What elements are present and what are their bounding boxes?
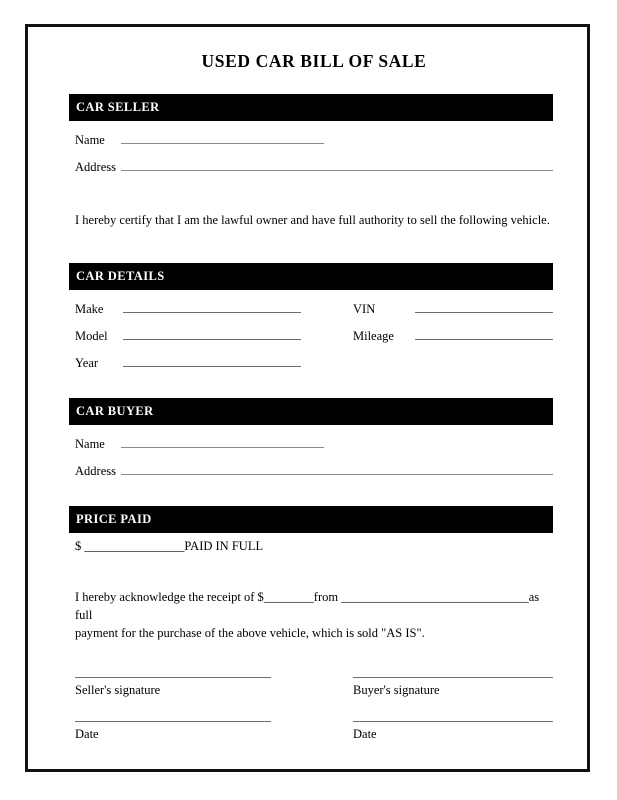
seller-name-row [69, 130, 553, 148]
buyer-address-label: Address [75, 464, 116, 479]
date-row [69, 721, 553, 765]
buyer-date-label: Date [353, 726, 377, 741]
document-body [69, 51, 553, 765]
vin-row [347, 299, 553, 317]
buyer-name-label: Name [75, 437, 105, 452]
signature-row [69, 677, 553, 721]
buyer-signature-label: Buyer's signature [353, 682, 440, 697]
seller-signature-label: Seller's signature [75, 682, 161, 697]
seller-date-field[interactable] [75, 721, 271, 742]
buyer-fields [69, 434, 553, 479]
seller-address-row [69, 157, 553, 175]
section-header-car-details: CAR DETAILS [69, 263, 553, 290]
section-header-car-buyer: CAR BUYER [69, 398, 553, 425]
buyer-address-input[interactable] [121, 461, 553, 475]
buyer-signature-field[interactable] [353, 677, 553, 698]
buyer-date-field[interactable] [353, 721, 553, 742]
seller-name-input[interactable] [121, 130, 324, 144]
buyer-address-row [69, 461, 553, 479]
seller-signature-field[interactable] [75, 677, 271, 698]
make-label: Make [75, 302, 104, 317]
year-input[interactable] [123, 353, 301, 367]
acknowledgment-line-1: I hereby acknowledge the receipt of $________from ______________________________as full [75, 590, 540, 623]
document-page [25, 24, 590, 772]
section-header-price-paid: PRICE PAID [69, 506, 553, 533]
model-row [69, 326, 301, 344]
buyer-name-input[interactable] [121, 434, 324, 448]
price-paid-line[interactable]: $ ________________PAID IN FULL [75, 539, 264, 554]
mileage-row [347, 326, 553, 344]
make-input[interactable] [123, 299, 301, 313]
mileage-label: Mileage [353, 329, 394, 344]
signature-block [69, 677, 553, 765]
mileage-input[interactable] [415, 326, 553, 340]
acknowledgment-line-2: payment for the purchase of the above vehicle, which is sold "AS IS". [75, 626, 425, 641]
year-label: Year [75, 356, 99, 371]
seller-name-label: Name [75, 133, 105, 147]
model-input[interactable] [123, 326, 301, 340]
year-row [69, 353, 301, 371]
car-details-left-column [69, 299, 301, 371]
seller-address-label: Address [75, 160, 116, 174]
buyer-name-row [69, 434, 553, 452]
car-details-right-column [347, 299, 553, 353]
seller-fields [69, 130, 553, 175]
vin-label: VIN [353, 302, 376, 317]
certification-text: I hereby certify that I am the lawful owner and have full authority to sell the following vehicle. [75, 213, 550, 227]
vin-input[interactable] [415, 299, 553, 313]
page-title: USED CAR BILL OF SALE [201, 51, 427, 71]
seller-address-input[interactable] [121, 157, 553, 171]
section-header-car-seller: CAR SELLER [69, 94, 553, 121]
make-row [69, 299, 301, 317]
seller-date-label: Date [75, 726, 99, 741]
car-details-fields [69, 299, 553, 371]
model-label: Model [75, 329, 108, 344]
